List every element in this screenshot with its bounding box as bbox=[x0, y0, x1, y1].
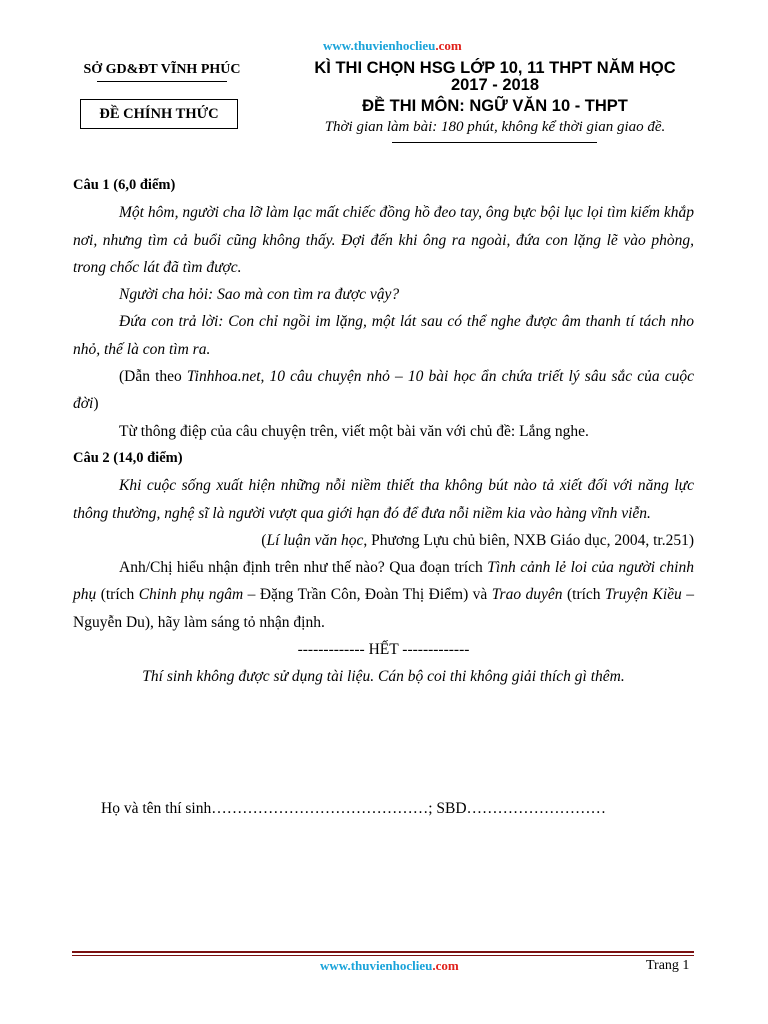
task-part: (trích bbox=[96, 586, 139, 604]
task-work-title: Truyện Kiều bbox=[605, 586, 682, 604]
cite-rest: , Phương Lựu chủ biên, NXB Giáo dục, 2004, tr.251) bbox=[363, 531, 694, 549]
question-1-task: Từ thông điệp của câu chuyện trên, viết một bài văn với chủ đề: Lắng nghe. bbox=[119, 422, 589, 440]
footer-url[interactable] bbox=[320, 958, 459, 974]
question-2-task bbox=[73, 554, 694, 636]
task-part: Anh/Chị hiểu nhận định trên như thế nào? Qua đoạn trích bbox=[119, 559, 488, 577]
story-paragraph-2: Người cha hỏi: Sao mà con tìm ra được vậy? bbox=[119, 286, 400, 304]
candidate-info-line: Họ và tên thí sinh……………………………………; SBD……………………… bbox=[101, 800, 607, 817]
department-block bbox=[62, 62, 262, 82]
task-part: – Đặng Trần Côn, Đoàn Thị Điểm) và bbox=[243, 586, 492, 604]
exam-title-line-1: KÌ THI CHỌN HSG LỚP 10, 11 THPT NĂM HỌC bbox=[314, 59, 676, 77]
question-2-heading: Câu 2 (14,0 điểm) bbox=[73, 449, 183, 466]
quote-citation bbox=[73, 527, 694, 554]
question-2-quote: Khi cuộc sống xuất hiện những nỗi niềm thiết tha không bút nào tả xiết đối với năng lực thông thường, nghệ sĩ là người vượt qua giới hạn đó để đưa nỗi niềm kia vào hàng vĩnh viễn. bbox=[73, 477, 694, 522]
footer-url-tld: .com bbox=[432, 958, 459, 973]
source-suffix: ) bbox=[93, 395, 99, 413]
page-number: Trang 1 bbox=[646, 958, 690, 973]
task-work-title: Tình cảnh lẻ loi của người chinh phụ bbox=[73, 559, 694, 604]
story-paragraph-1: Một hôm, người cha lỡ làm lạc mất chiếc đồng hồ đeo tay, ông bực bội lục lọi tìm kiếm khắp nơi, nhưng tìm cả buổi cũng không thấy. Đợi đến khi ông ra ngoài, đứa con lặng lẽ vào phòng, trong chốc lát đã tìm được. bbox=[73, 204, 694, 276]
time-note-underline bbox=[392, 142, 597, 143]
source-title: Tinhhoa.net, 10 câu chuyện nhỏ – 10 bài học ẩn chứa triết lý sâu sắc của cuộc đời bbox=[73, 368, 694, 413]
cite-title: Lí luận văn học bbox=[266, 531, 364, 549]
cite-open: ( bbox=[261, 531, 267, 549]
end-mark: ------------- HẾT ------------- bbox=[297, 641, 470, 659]
story-source bbox=[73, 363, 694, 418]
url-tld: .com bbox=[435, 38, 462, 53]
official-label: ĐỀ CHÍNH THỨC bbox=[80, 99, 238, 129]
footer-rule-thick bbox=[72, 951, 694, 953]
task-work-title: Trao duyên bbox=[491, 586, 563, 604]
question-1-heading: Câu 1 (6,0 điểm) bbox=[73, 177, 176, 193]
task-part: (trích bbox=[562, 586, 605, 604]
header-url[interactable] bbox=[323, 38, 462, 54]
footer-rule-thin bbox=[72, 955, 694, 956]
department-underline bbox=[97, 81, 227, 82]
task-work-title: Chinh phụ ngâm bbox=[138, 586, 244, 604]
source-prefix: (Dẫn theo bbox=[119, 368, 187, 386]
candidate-note: Thí sinh không được sử dụng tài liệu. Cán bộ coi thi không giải thích gì thêm. bbox=[142, 668, 625, 686]
exam-body bbox=[73, 172, 694, 691]
exam-subject: ĐỀ THI MÔN: NGỮ VĂN 10 - THPT bbox=[362, 97, 628, 115]
url-domain: www.thuvienhoclieu bbox=[323, 38, 436, 53]
story-paragraph-3: Đứa con trả lời: Con chỉ ngồi im lặng, một lát sau có thể nghe được âm thanh tí tách nho nhỏ, thế là con tìm ra. bbox=[73, 313, 694, 358]
exam-title-block bbox=[280, 60, 710, 137]
exam-title-line-2: 2017 - 2018 bbox=[450, 76, 540, 94]
department-name: SỞ GD&ĐT VĨNH PHÚC bbox=[83, 62, 241, 77]
time-note: Thời gian làm bài: 180 phút, không kể thời gian giao đề. bbox=[324, 119, 666, 135]
footer-url-domain: www.thuvienhoclieu bbox=[320, 958, 433, 973]
task-part: – Nguyễn Du), hãy làm sáng tỏ nhận định. bbox=[73, 586, 694, 631]
